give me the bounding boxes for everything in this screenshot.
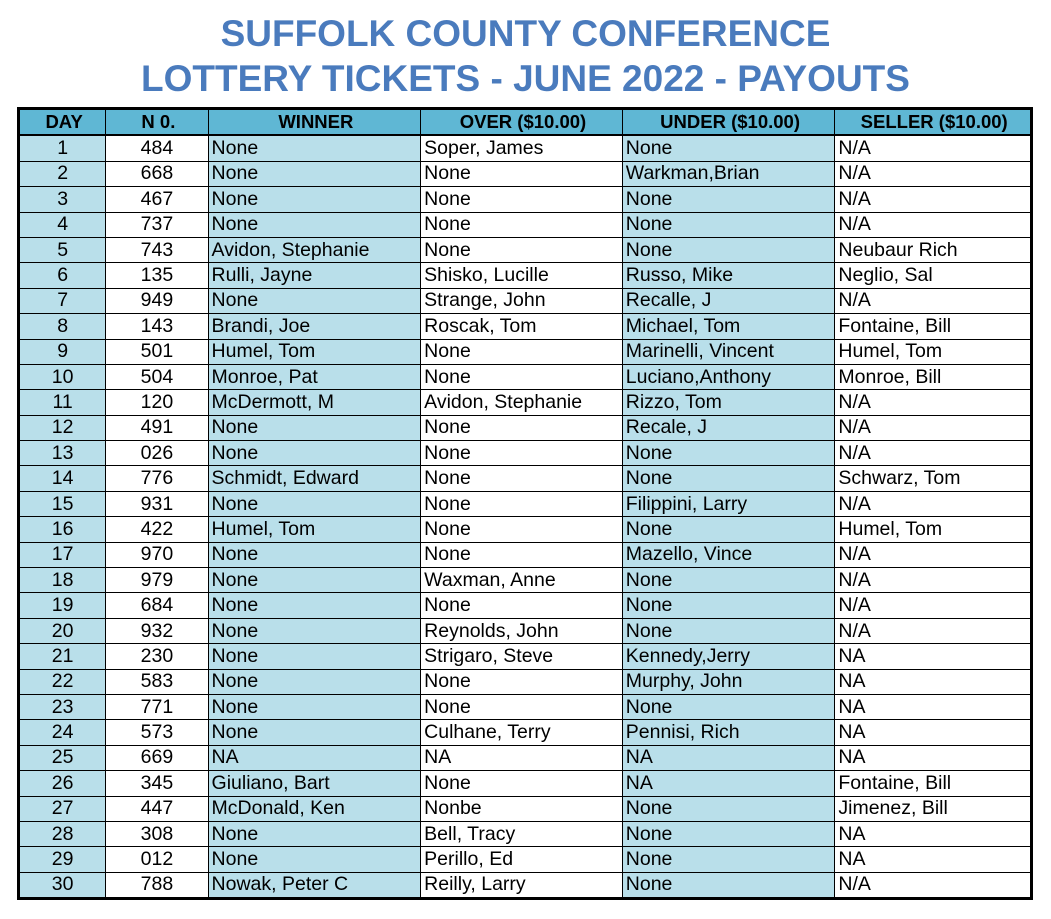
under-cell: None (622, 821, 835, 846)
number-cell: 308 (106, 821, 208, 846)
seller-cell: Neglio, Sal (835, 263, 1032, 288)
over-cell: Soper, James (421, 135, 623, 161)
over-cell: None (421, 669, 623, 694)
table-row (19, 847, 1032, 872)
day-cell: 30 (19, 872, 106, 898)
table-row (19, 237, 1032, 262)
over-cell: Nonbe (421, 796, 623, 821)
over-cell: None (421, 441, 623, 466)
winner-cell: None (208, 847, 421, 872)
number-cell: 931 (106, 491, 208, 516)
document-subtitle: LOTTERY TICKETS - JUNE 2022 - PAYOUTS (141, 58, 910, 99)
seller-cell: NA (835, 694, 1032, 719)
day-cell: 15 (19, 491, 106, 516)
table-row (19, 644, 1032, 669)
winner-cell: None (208, 821, 421, 846)
seller-cell: Humel, Tom (835, 339, 1032, 364)
seller-cell: N/A (835, 441, 1032, 466)
winner-cell: Giuliano, Bart (208, 771, 421, 796)
number-cell: 737 (106, 212, 208, 237)
column-header-seller: SELLER ($10.00) (835, 109, 1032, 136)
number-cell: 979 (106, 568, 208, 593)
seller-cell: Schwarz, Tom (835, 466, 1032, 491)
number-cell: 743 (106, 237, 208, 262)
winner-cell: Nowak, Peter C (208, 872, 421, 898)
day-cell: 22 (19, 669, 106, 694)
over-cell: Avidon, Stephanie (421, 390, 623, 415)
over-cell: Waxman, Anne (421, 568, 623, 593)
seller-cell: NA (835, 720, 1032, 745)
over-cell: Reilly, Larry (421, 872, 623, 898)
over-cell: Culhane, Terry (421, 720, 623, 745)
day-cell: 1 (19, 135, 106, 161)
column-header-day: DAY (19, 109, 106, 136)
seller-cell: N/A (835, 161, 1032, 186)
winner-cell: None (208, 491, 421, 516)
day-cell: 9 (19, 339, 106, 364)
winner-cell: Humel, Tom (208, 339, 421, 364)
table-body (19, 135, 1032, 898)
day-cell: 26 (19, 771, 106, 796)
table-row (19, 872, 1032, 898)
seller-cell: N/A (835, 618, 1032, 643)
table-row (19, 821, 1032, 846)
winner-cell: None (208, 618, 421, 643)
under-cell: Recalle, J (622, 288, 835, 313)
under-cell: NA (622, 745, 835, 770)
number-cell: 012 (106, 847, 208, 872)
day-cell: 23 (19, 694, 106, 719)
day-cell: 25 (19, 745, 106, 770)
over-cell: None (421, 694, 623, 719)
day-cell: 7 (19, 288, 106, 313)
number-cell: 668 (106, 161, 208, 186)
over-cell: None (421, 542, 623, 567)
number-cell: 230 (106, 644, 208, 669)
day-cell: 21 (19, 644, 106, 669)
winner-cell: None (208, 644, 421, 669)
table-row (19, 135, 1032, 161)
over-cell: Strange, John (421, 288, 623, 313)
over-cell: None (421, 187, 623, 212)
seller-cell: NA (835, 847, 1032, 872)
over-cell: Strigaro, Steve (421, 644, 623, 669)
number-cell: 447 (106, 796, 208, 821)
day-cell: 2 (19, 161, 106, 186)
winner-cell: Schmidt, Edward (208, 466, 421, 491)
number-cell: 949 (106, 288, 208, 313)
winner-cell: None (208, 694, 421, 719)
winner-cell: None (208, 441, 421, 466)
table-row (19, 263, 1032, 288)
under-cell: Warkman,Brian (622, 161, 835, 186)
number-cell: 345 (106, 771, 208, 796)
table-row (19, 187, 1032, 212)
column-header-over: OVER ($10.00) (421, 109, 623, 136)
under-cell: Murphy, John (622, 669, 835, 694)
under-cell: Marinelli, Vincent (622, 339, 835, 364)
day-cell: 20 (19, 618, 106, 643)
winner-cell: None (208, 288, 421, 313)
table-row (19, 593, 1032, 618)
under-cell: Rizzo, Tom (622, 390, 835, 415)
winner-cell: NA (208, 745, 421, 770)
over-cell: None (421, 212, 623, 237)
over-cell: None (421, 771, 623, 796)
seller-cell: NA (835, 644, 1032, 669)
number-cell: 026 (106, 441, 208, 466)
over-cell: None (421, 491, 623, 516)
under-cell: None (622, 135, 835, 161)
day-cell: 19 (19, 593, 106, 618)
under-cell: NA (622, 771, 835, 796)
under-cell: None (622, 568, 835, 593)
over-cell: Shisko, Lucille (421, 263, 623, 288)
table-row (19, 364, 1032, 389)
day-cell: 3 (19, 187, 106, 212)
under-cell: Russo, Mike (622, 263, 835, 288)
number-cell: 669 (106, 745, 208, 770)
number-cell: 467 (106, 187, 208, 212)
winner-cell: None (208, 161, 421, 186)
over-cell: Reynolds, John (421, 618, 623, 643)
winner-cell: Avidon, Stephanie (208, 237, 421, 262)
number-cell: 501 (106, 339, 208, 364)
number-cell: 583 (106, 669, 208, 694)
column-header-number: N 0. (106, 109, 208, 136)
winner-cell: None (208, 593, 421, 618)
winner-cell: None (208, 415, 421, 440)
day-cell: 11 (19, 390, 106, 415)
under-cell: Mazello, Vince (622, 542, 835, 567)
winner-cell: None (208, 542, 421, 567)
day-cell: 14 (19, 466, 106, 491)
seller-cell: N/A (835, 187, 1032, 212)
number-cell: 491 (106, 415, 208, 440)
number-cell: 788 (106, 872, 208, 898)
table-row (19, 390, 1032, 415)
number-cell: 932 (106, 618, 208, 643)
over-cell: NA (421, 745, 623, 770)
winner-cell: Monroe, Pat (208, 364, 421, 389)
over-cell: None (421, 466, 623, 491)
seller-cell: N/A (835, 568, 1032, 593)
seller-cell: NA (835, 821, 1032, 846)
seller-cell: N/A (835, 288, 1032, 313)
over-cell: Bell, Tracy (421, 821, 623, 846)
day-cell: 16 (19, 517, 106, 542)
number-cell: 422 (106, 517, 208, 542)
day-cell: 18 (19, 568, 106, 593)
under-cell: None (622, 694, 835, 719)
seller-cell: Fontaine, Bill (835, 314, 1032, 339)
number-cell: 120 (106, 390, 208, 415)
day-cell: 28 (19, 821, 106, 846)
seller-cell: Fontaine, Bill (835, 771, 1032, 796)
under-cell: Kennedy,Jerry (622, 644, 835, 669)
table-row (19, 314, 1032, 339)
number-cell: 970 (106, 542, 208, 567)
day-cell: 17 (19, 542, 106, 567)
table-row (19, 669, 1032, 694)
under-cell: None (622, 187, 835, 212)
table-row (19, 441, 1032, 466)
document-title: SUFFOLK COUNTY CONFERENCE (220, 13, 831, 54)
winner-cell: McDermott, M (208, 390, 421, 415)
seller-cell: NA (835, 745, 1032, 770)
seller-cell: N/A (835, 415, 1032, 440)
column-header-winner: WINNER (208, 109, 421, 136)
winner-cell: Humel, Tom (208, 517, 421, 542)
day-cell: 6 (19, 263, 106, 288)
day-cell: 12 (19, 415, 106, 440)
under-cell: None (622, 237, 835, 262)
under-cell: None (622, 466, 835, 491)
table-row (19, 491, 1032, 516)
under-cell: Michael, Tom (622, 314, 835, 339)
day-cell: 8 (19, 314, 106, 339)
seller-cell: N/A (835, 135, 1032, 161)
day-cell: 5 (19, 237, 106, 262)
table-row (19, 288, 1032, 313)
winner-cell: None (208, 187, 421, 212)
day-cell: 29 (19, 847, 106, 872)
over-cell: Perillo, Ed (421, 847, 623, 872)
table-row (19, 466, 1032, 491)
table-row (19, 618, 1032, 643)
payouts-table (17, 107, 1033, 900)
under-cell: None (622, 517, 835, 542)
under-cell: Pennisi, Rich (622, 720, 835, 745)
number-cell: 135 (106, 263, 208, 288)
over-cell: None (421, 237, 623, 262)
day-cell: 13 (19, 441, 106, 466)
under-cell: Recale, J (622, 415, 835, 440)
number-cell: 504 (106, 364, 208, 389)
table-row (19, 720, 1032, 745)
over-cell: Roscak, Tom (421, 314, 623, 339)
table-row (19, 568, 1032, 593)
seller-cell: N/A (835, 542, 1032, 567)
over-cell: None (421, 339, 623, 364)
table-row (19, 694, 1032, 719)
seller-cell: N/A (835, 593, 1032, 618)
column-header-under: UNDER ($10.00) (622, 109, 835, 136)
under-cell: None (622, 847, 835, 872)
under-cell: Luciano,Anthony (622, 364, 835, 389)
seller-cell: N/A (835, 491, 1032, 516)
under-cell: None (622, 618, 835, 643)
number-cell: 573 (106, 720, 208, 745)
under-cell: None (622, 593, 835, 618)
table-row (19, 745, 1032, 770)
under-cell: None (622, 872, 835, 898)
over-cell: None (421, 517, 623, 542)
seller-cell: NA (835, 669, 1032, 694)
number-cell: 684 (106, 593, 208, 618)
seller-cell: Neubaur Rich (835, 237, 1032, 262)
winner-cell: None (208, 135, 421, 161)
table-row (19, 212, 1032, 237)
under-cell: Filippini, Larry (622, 491, 835, 516)
over-cell: None (421, 161, 623, 186)
table-row (19, 339, 1032, 364)
table-row (19, 415, 1032, 440)
winner-cell: None (208, 568, 421, 593)
table-row (19, 796, 1032, 821)
table-row (19, 542, 1032, 567)
day-cell: 4 (19, 212, 106, 237)
table-row (19, 771, 1032, 796)
number-cell: 484 (106, 135, 208, 161)
over-cell: None (421, 364, 623, 389)
table-header-row (19, 109, 1032, 136)
over-cell: None (421, 593, 623, 618)
number-cell: 771 (106, 694, 208, 719)
seller-cell: Jimenez, Bill (835, 796, 1032, 821)
winner-cell: None (208, 669, 421, 694)
day-cell: 24 (19, 720, 106, 745)
over-cell: None (421, 415, 623, 440)
winner-cell: None (208, 212, 421, 237)
under-cell: None (622, 212, 835, 237)
seller-cell: N/A (835, 872, 1032, 898)
winner-cell: Brandi, Joe (208, 314, 421, 339)
winner-cell: McDonald, Ken (208, 796, 421, 821)
under-cell: None (622, 796, 835, 821)
seller-cell: N/A (835, 390, 1032, 415)
table-row (19, 517, 1032, 542)
day-cell: 10 (19, 364, 106, 389)
number-cell: 143 (106, 314, 208, 339)
under-cell: None (622, 441, 835, 466)
winner-cell: None (208, 720, 421, 745)
seller-cell: N/A (835, 212, 1032, 237)
number-cell: 776 (106, 466, 208, 491)
seller-cell: Humel, Tom (835, 517, 1032, 542)
table-row (19, 161, 1032, 186)
seller-cell: Monroe, Bill (835, 364, 1032, 389)
day-cell: 27 (19, 796, 106, 821)
winner-cell: Rulli, Jayne (208, 263, 421, 288)
